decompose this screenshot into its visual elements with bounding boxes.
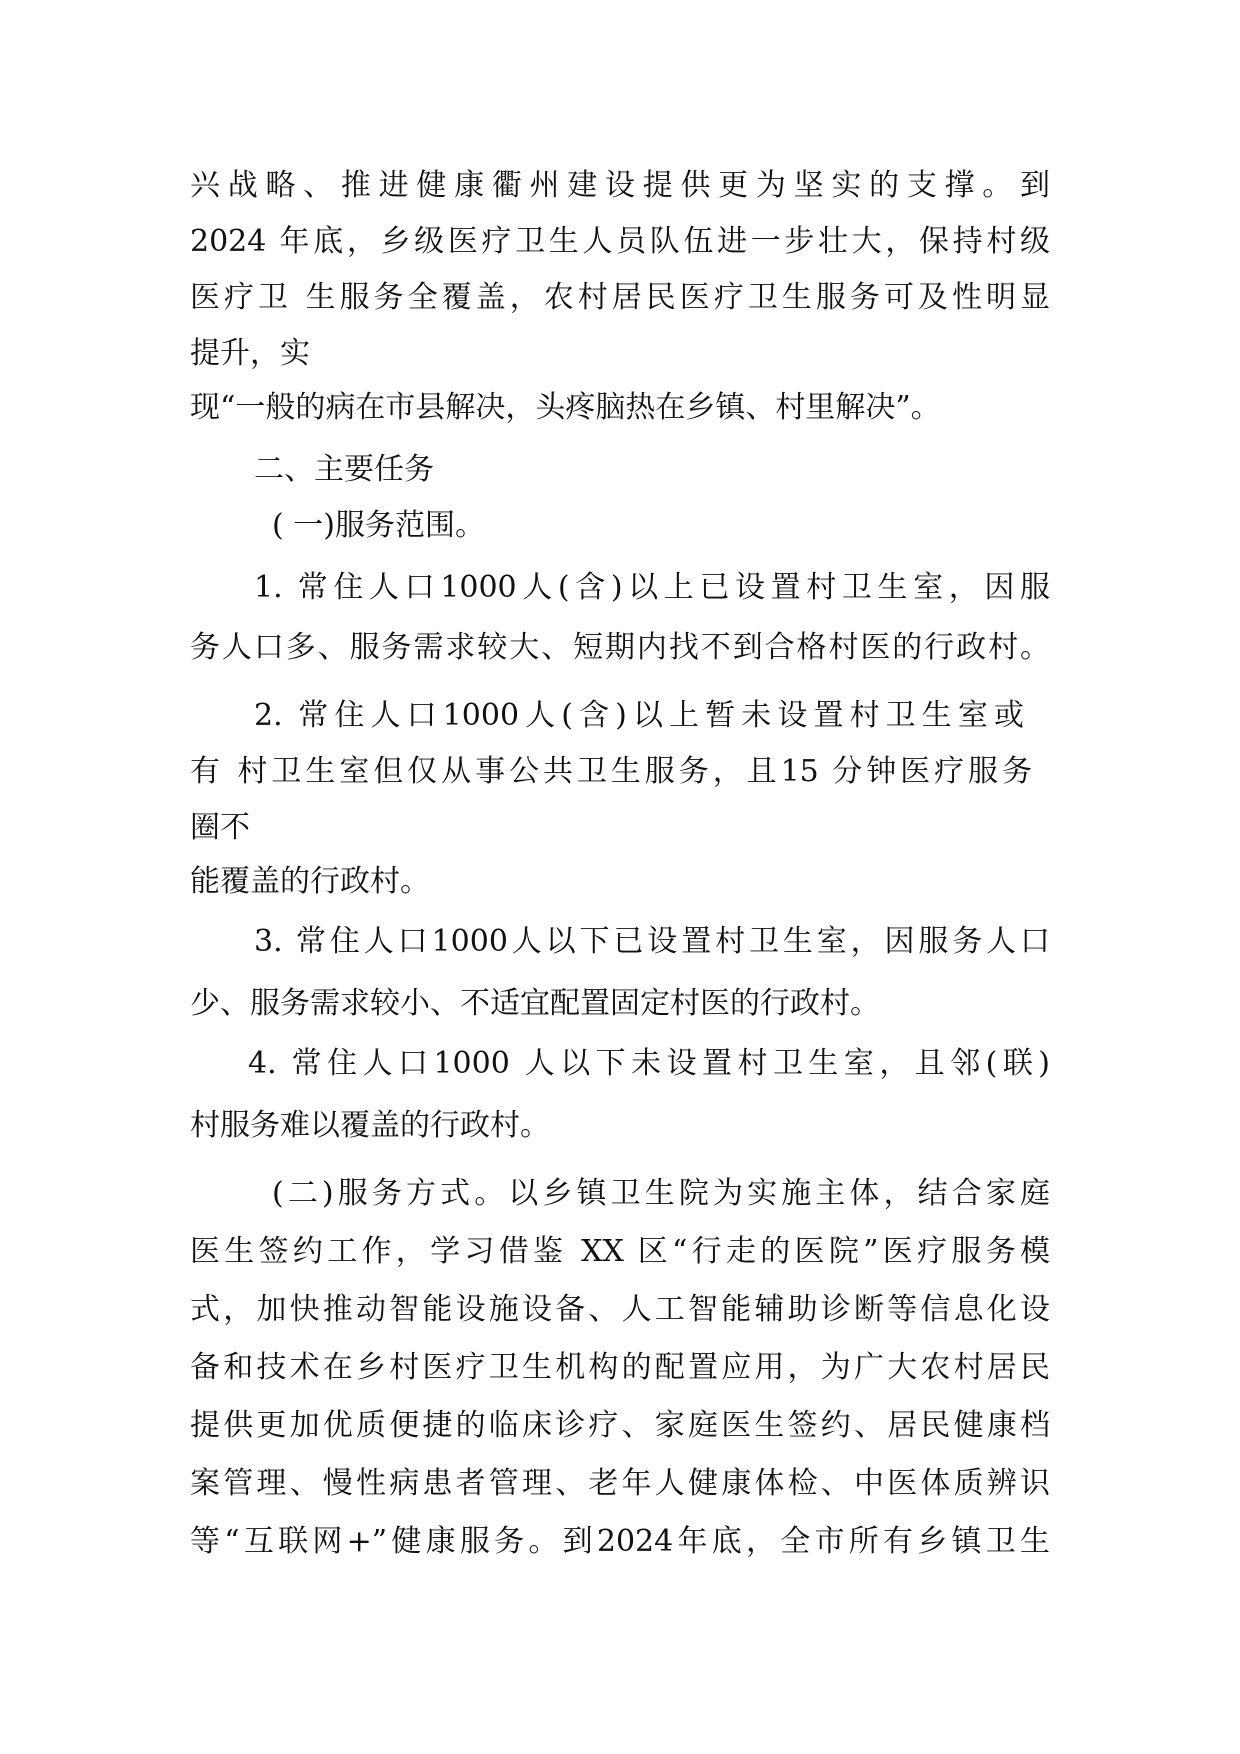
body-text-line: 现“一般的病在市县解决，头疼脑热在乡镇、村里解决”。 <box>190 390 941 425</box>
body-text-line: 3. 常住人口1000人以下已设置村卫生室，因服务人口 <box>254 924 1050 959</box>
body-text-line: 少、服务需求较小、不适宜配置固定村医的行政村。 <box>190 986 880 1021</box>
subsection-heading: ( 一)服务范围。 <box>272 508 485 543</box>
body-text-line: 提供更加优质便捷的临床诊疗、家庭医生签约、居民健康档 <box>190 1408 1050 1443</box>
body-text-line: 2024 年底，乡级医疗卫生人员队伍进一步壮大，保持村级 <box>190 224 1050 259</box>
body-text-line: 务人口多、服务需求较大、短期内找不到合格村医的行政村。 <box>190 630 1050 665</box>
body-text-line: 提升，实 <box>190 336 310 371</box>
body-text-line: 2. 常住人口1000人(含)以上暂未设置村卫生室或 <box>254 698 1024 733</box>
body-text-line: 备和技术在乡村医疗卫生机构的配置应用，为广大农村居民 <box>190 1350 1050 1385</box>
body-text-line: 圈不 <box>190 810 250 845</box>
body-text-line: 兴战略、推进健康衢州建设提供更为坚实的支撑。到 <box>190 168 1050 203</box>
body-text-line: 村服务难以覆盖的行政村。 <box>190 1108 550 1143</box>
body-text-line: 医疗卫 生服务全覆盖，农村居民医疗卫生服务可及性明显 <box>190 280 1050 315</box>
body-text-line: 有 村卫生室但仅从事公共卫生服务，且15 分钟医疗服务 <box>190 754 1032 789</box>
subsection-heading: (二)服务方式。以乡镇卫生院为实施主体，结合家庭 <box>272 1176 1050 1211</box>
body-text-line: 4. 常住人口1000 人以下未设置村卫生室，且邻(联) <box>248 1046 1050 1081</box>
body-text-line: 案管理、慢性病患者管理、老年人健康体检、中医体质辨识 <box>190 1466 1050 1501</box>
section-heading: 二、主要任务 <box>254 452 434 487</box>
body-text-line: 医生签约工作，学习借鉴 XX 区“行走的医院”医疗服务模 <box>190 1234 1050 1269</box>
body-text-line: 1. 常住人口1000人(含)以上已设置村卫生室，因服 <box>254 570 1050 605</box>
body-text-line: 等“互联网+”健康服务。到2024年底，全市所有乡镇卫生 <box>190 1524 1050 1559</box>
body-text-line: 能覆盖的行政村。 <box>190 864 430 899</box>
body-text-line: 式，加快推动智能设施设备、人工智能辅助诊断等信息化设 <box>190 1292 1050 1327</box>
